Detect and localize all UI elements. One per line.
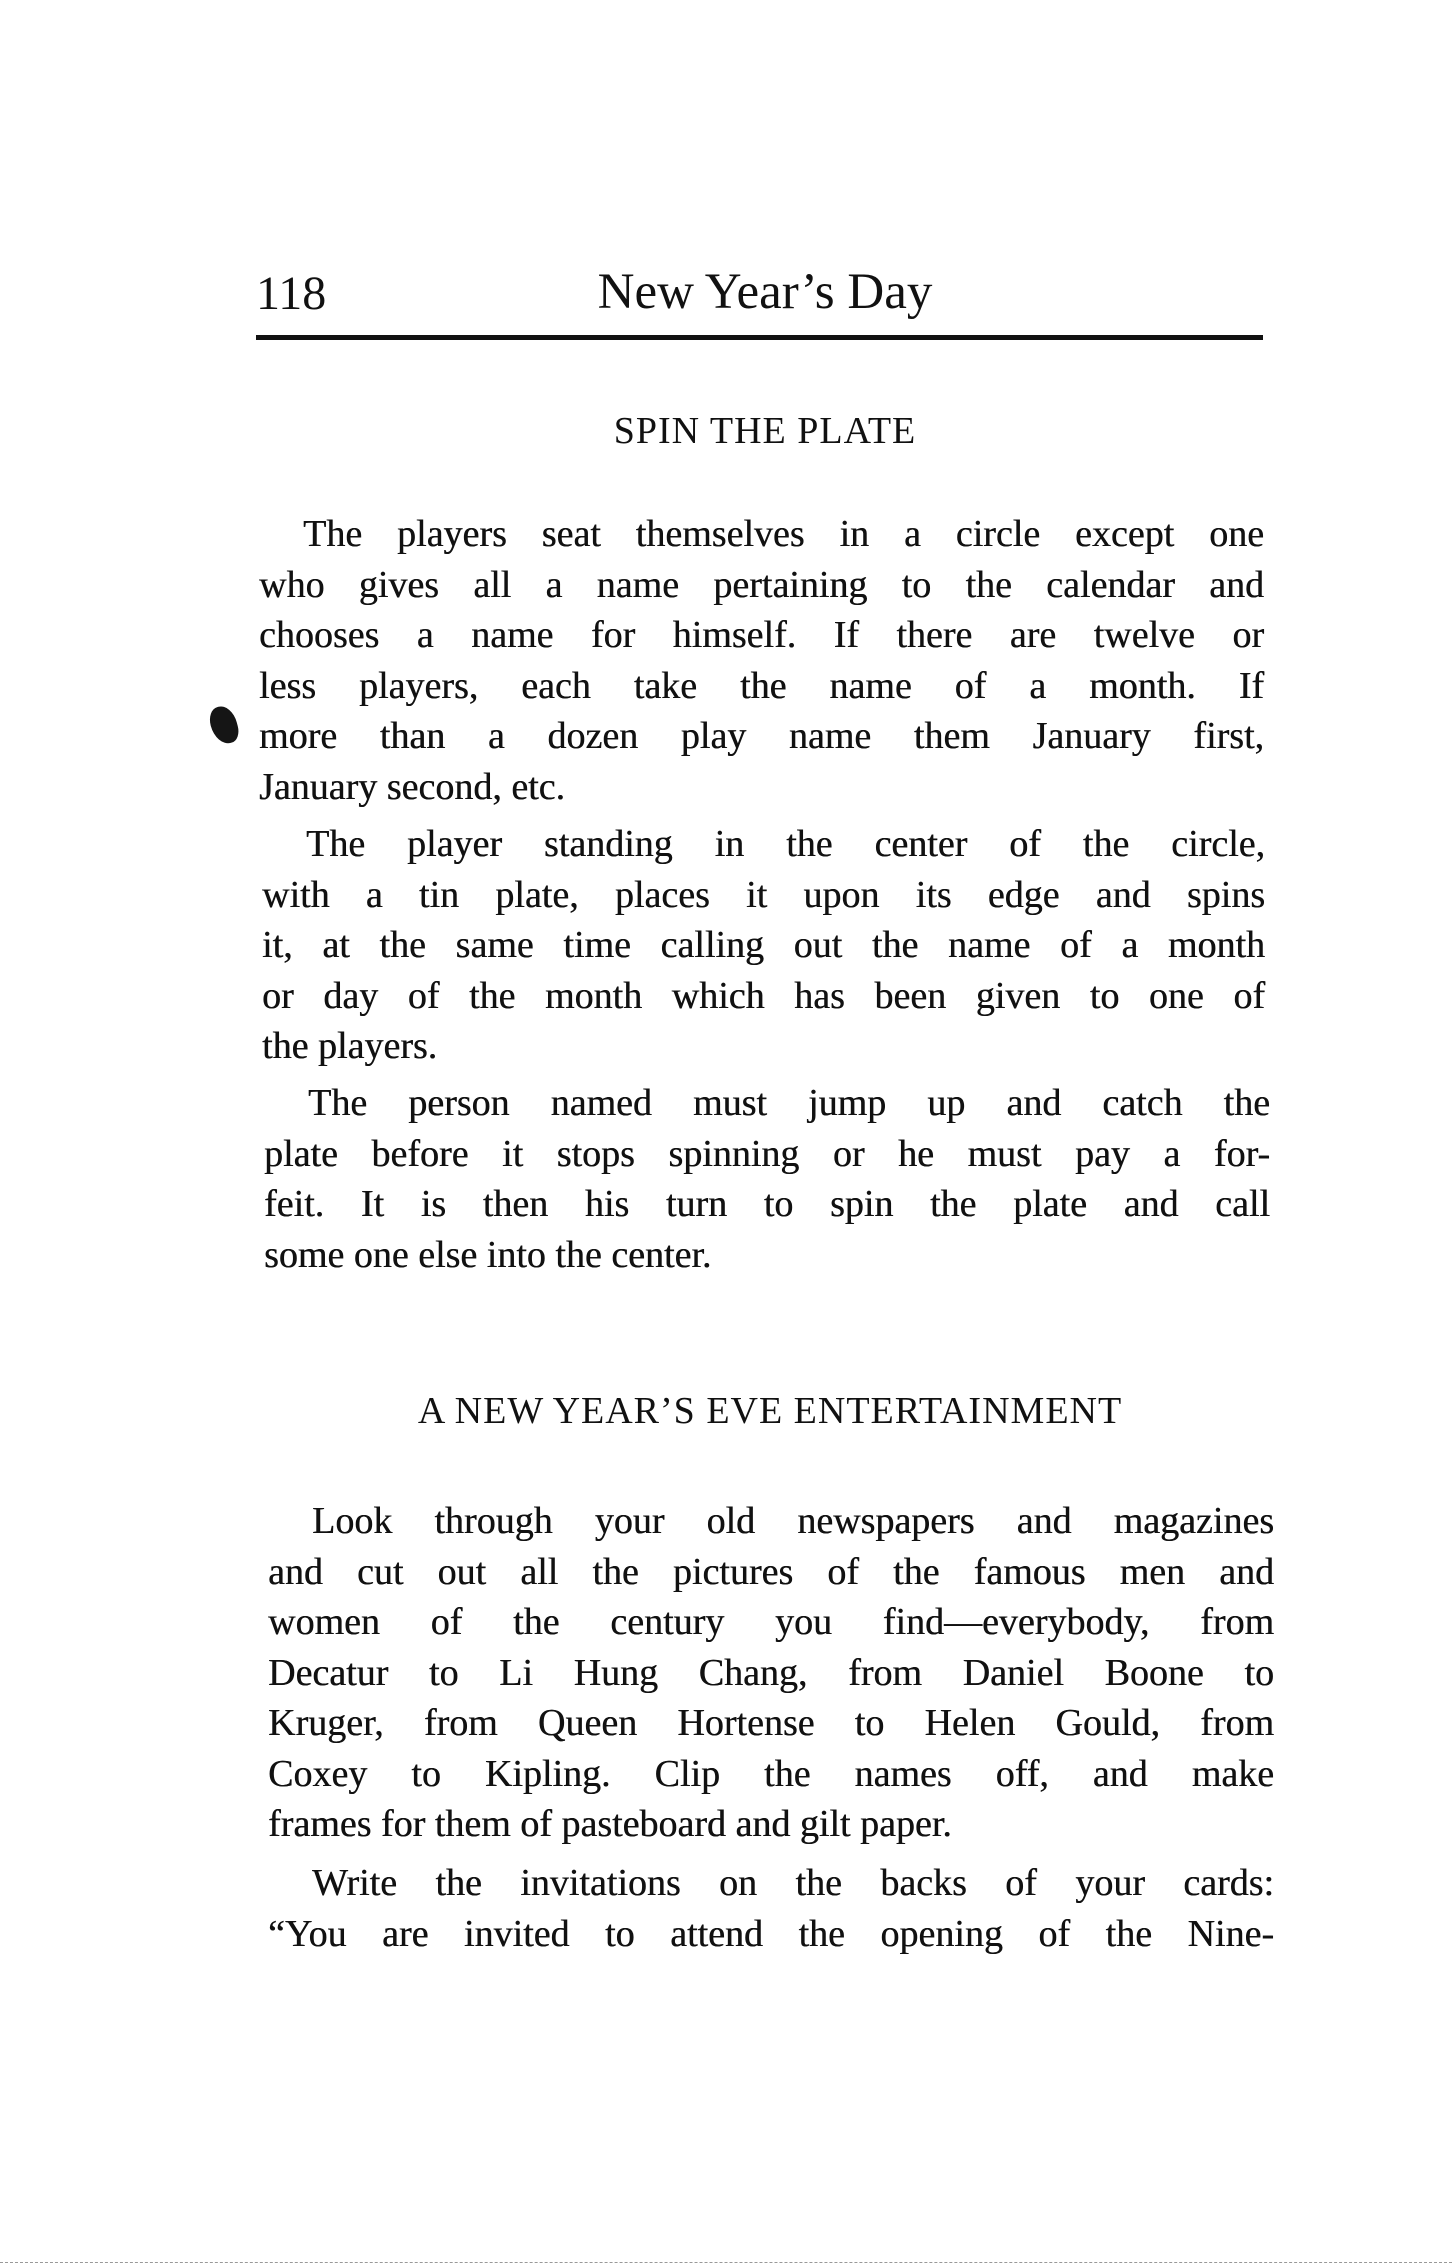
section-heading-spin-the-plate: SPIN THE PLATE (613, 410, 917, 452)
text-line: the players. (262, 1025, 438, 1067)
text-line: feit. It is then his turn to spin the plate and call (264, 1183, 1270, 1225)
text-line: or day of the month which has been given to one of (262, 974, 1265, 1017)
paragraph (262, 819, 1265, 1072)
section-heading-new-years-eve: A NEW YEAR’S EVE ENTERTAINMENT (417, 1390, 1123, 1432)
running-title: New Year’s Day (597, 264, 933, 320)
text-line: Coxey to Kipling. Clip the names off, and make (268, 1752, 1274, 1795)
page-edge (0, 2262, 1452, 2263)
text-line: some one else into the center. (264, 1233, 712, 1276)
text-line: January second, etc. (259, 765, 565, 808)
text-line: women of the century you find—everybody, from (268, 1601, 1274, 1643)
text-line: “You are invited to attend the opening of the Nine- (268, 1912, 1274, 1955)
text-line: less players, each take the name of a month. If (259, 664, 1264, 707)
page-number: 118 (256, 267, 327, 320)
text-line: The player standing in the center of the circle, (306, 823, 1265, 865)
text-line: Write the invitations on the backs of your cards: (312, 1862, 1274, 1904)
text-line: and cut out all the pictures of the famous men and (268, 1550, 1274, 1593)
text-line: frames for them of pasteboard and gilt paper. (268, 1803, 952, 1845)
text-line: Kruger, from Queen Hortense to Helen Gould, from (268, 1702, 1274, 1744)
text-line: more than a dozen play name them January first, (259, 715, 1264, 757)
paragraph (268, 1858, 1274, 1959)
text-line: it, at the same time calling out the name of a month (262, 924, 1265, 966)
text-line: Decatur to Li Hung Chang, from Daniel Boone to (268, 1651, 1274, 1694)
paragraph (268, 1496, 1274, 1850)
text-line: Look through your old newspapers and magazines (312, 1500, 1274, 1542)
text-line: plate before it stops spinning or he must pay a for- (264, 1132, 1270, 1175)
paragraph (259, 509, 1264, 812)
text-line: The players seat themselves in a circle except one (303, 513, 1264, 555)
text-line: The person named must jump up and catch the (308, 1082, 1270, 1124)
ink-blot (207, 703, 242, 746)
text-line: who gives all a name pertaining to the calendar and (259, 563, 1264, 606)
text-line: with a tin plate, places it upon its edge and spins (262, 873, 1265, 916)
paragraph (264, 1078, 1270, 1280)
header-rule (256, 335, 1263, 340)
text-line: chooses a name for himself. If there are twelve or (259, 614, 1264, 656)
